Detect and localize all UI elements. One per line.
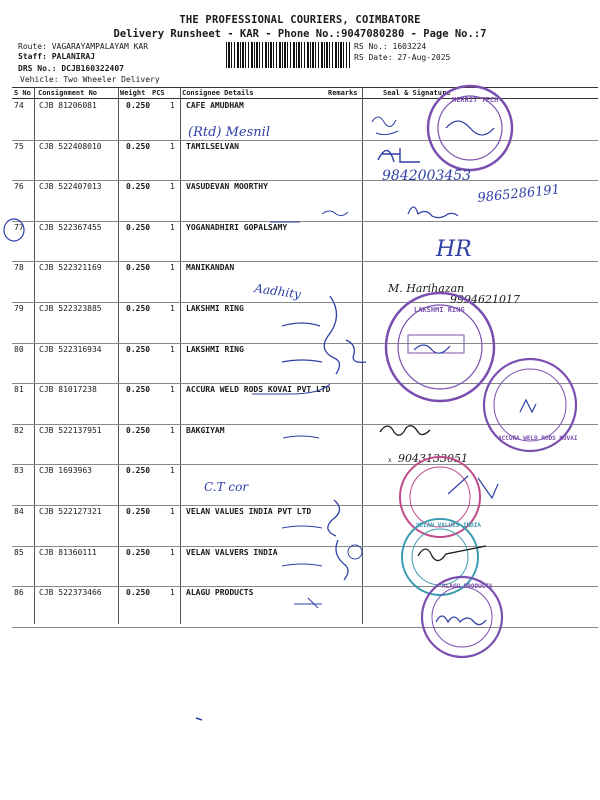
row-consignee: ALAGU PRODUCTS [186,588,254,598]
row-sno: 78 [14,263,24,273]
col-header-pcs: PCS [152,89,165,97]
company-stamp [428,86,512,170]
company-stamp [386,293,494,401]
stray-mark [196,718,202,720]
handwritten-note: C.T cor [204,480,249,494]
row-weight: 0.250 [126,466,151,476]
row-consignment-no: CJB 522323885 [39,304,102,313]
row-weight: 0.250 [126,304,151,313]
row-consignment-no: CJB 81360111 [39,547,97,557]
row-consignee: MANIKANDAN [186,263,235,273]
row-consignment-no: CJB 1693963 [39,466,92,476]
row-consignee: VELAN VALUES INDIA PVT LTD [186,507,312,516]
row-pcs: 1 [170,141,175,151]
row-weight: 0.250 [126,588,151,598]
row-sno: 74 [14,101,24,110]
runsheet-subtitle: Delivery Runsheet - KAR - Phone No.:9047080280 - Page No.:7 [113,28,487,40]
signature-scribble [328,500,348,580]
col-header-weight: Weight [120,89,146,97]
handwritten-phone: 9043133051 [398,452,468,465]
row-pcs: 1 [170,344,175,354]
row-sno: 81 [14,385,24,395]
row-pcs: 1 [170,425,175,435]
rs-date: RS Date: 27-Aug-2025 [354,53,451,62]
col-header-remarks: Remarks [328,89,358,97]
handwritten-phone: 9842003453 [382,168,472,184]
row-weight: 0.250 [126,141,151,151]
col-header-consignee: Consignee Details [182,89,254,97]
delivery-mark [252,384,330,394]
row-sno: 76 [14,182,24,192]
delivery-mark [270,211,348,222]
row-pcs: 1 [170,101,175,110]
signature-scribble [372,117,398,135]
row-sno: 75 [14,141,24,151]
row-weight: 0.250 [126,425,151,435]
row-weight: 0.250 [126,222,151,232]
col-header-seal: Seal & Signature [383,89,451,97]
delivery-mark [294,598,322,608]
handwritten-initials: HR [436,237,472,262]
circled-mark [4,219,24,241]
handwritten-note: M. Harihazan [388,282,465,295]
route-label: Route: VAGARAYAMPALAYAM KAR [18,42,149,51]
col-header-consignment: Consignment No [38,89,98,97]
row-pcs: 1 [170,263,175,273]
row-weight: 0.250 [126,263,151,273]
delivery-mark [282,526,322,566]
handwritten-phone: 9865286191 [476,182,561,206]
signature-scribble [282,296,340,374]
row-consignee: ACCURA WELD RODS KOVAI PVT LTD [186,385,331,395]
row-consignment-no: CJB 522321169 [39,263,102,273]
row-pcs: 1 [170,507,175,516]
stamp-text: ACCURA WELD RODS KOVAI [498,435,578,442]
row-consignment-no: CJB 522367455 [39,222,102,232]
handwritten-phone: 9994621017 [450,293,520,306]
company-title: THE PROFESSIONAL COURIERS, COIMBATORE [179,14,421,26]
row-weight: 0.250 [126,344,151,354]
row-pcs: 1 [170,547,175,557]
company-stamp [422,577,502,657]
row-weight: 0.250 [126,507,151,516]
stamp-text: VELAN VALUES INDIA [416,522,482,529]
handwritten-note: Aadhity [253,281,302,302]
row-consignee: CAFE AMUDHAM [186,101,244,110]
row-sno: 86 [14,588,24,598]
row-consignment-no: CJB 522373466 [39,588,102,598]
signature-scribble [378,148,420,162]
row-consignment-no: CJB 522137951 [39,425,102,435]
row-consignee: TAMILSELVAN [186,141,239,151]
stamp-text: ALAGU PRODUCTS [442,583,493,590]
company-stamp [484,359,578,451]
row-sno: 77 [14,222,24,232]
row-consignee: YOGANADHIRI GOPALSAMY [186,222,288,232]
col-header-sno: S No [14,89,31,97]
row-pcs: 1 [170,385,175,395]
row-sno: 80 [14,344,24,354]
signature-scribble [380,426,430,435]
row-pcs: 1 [170,304,175,313]
row-sno: 83 [14,466,24,476]
row-consignment-no: CJB 81206081 [39,101,97,110]
row-sno: 85 [14,547,24,557]
drs-label: DRS No.: DCJB160322407 [18,64,124,73]
row-consignment-no: CJB 522316934 [39,344,102,354]
row-sno: 82 [14,425,24,435]
row-consignee: VASUDEVAN MOORTHY [186,182,268,192]
row-pcs: 1 [170,466,175,476]
handwritten-note: (Rtd) Mesnil [188,125,270,140]
row-weight: 0.250 [126,547,151,557]
row-pcs: 1 [170,588,175,598]
stamp-text: LAKSHMI RING [414,306,465,314]
stamp-text: MERRIT TECH [452,96,499,104]
row-consignee: BAKGIYAM [186,425,225,435]
circled-mark [348,545,362,559]
row-consignment-no: CJB 522127321 [39,507,102,516]
row-pcs: 1 [170,182,175,192]
vehicle-label: Vehicle: Two Wheeler Delivery [20,75,160,84]
rs-number: RS No.: 1603224 [354,42,427,51]
delivery-mark [283,436,319,438]
row-weight: 0.250 [126,101,151,110]
row-sno: 84 [14,507,24,516]
row-consignment-no: CJB 522408010 [39,141,102,151]
row-pcs: 1 [170,222,175,232]
row-weight: 0.250 [126,182,151,192]
row-consignment-no: CJB 522407013 [39,182,102,192]
staff-label: Staff: PALANIRAJ [18,52,96,61]
row-consignee: VELAN VALVERS INDIA [186,547,278,557]
row-consignee: LAKSHMI RING [186,304,244,313]
cross-mark: x [388,457,392,464]
row-consignment-no: CJB 81017238 [39,385,97,395]
row-sno: 79 [14,304,24,313]
signature-scribble [408,207,458,218]
row-consignee: LAKSHMI RING [186,344,244,354]
row-weight: 0.250 [126,385,151,395]
